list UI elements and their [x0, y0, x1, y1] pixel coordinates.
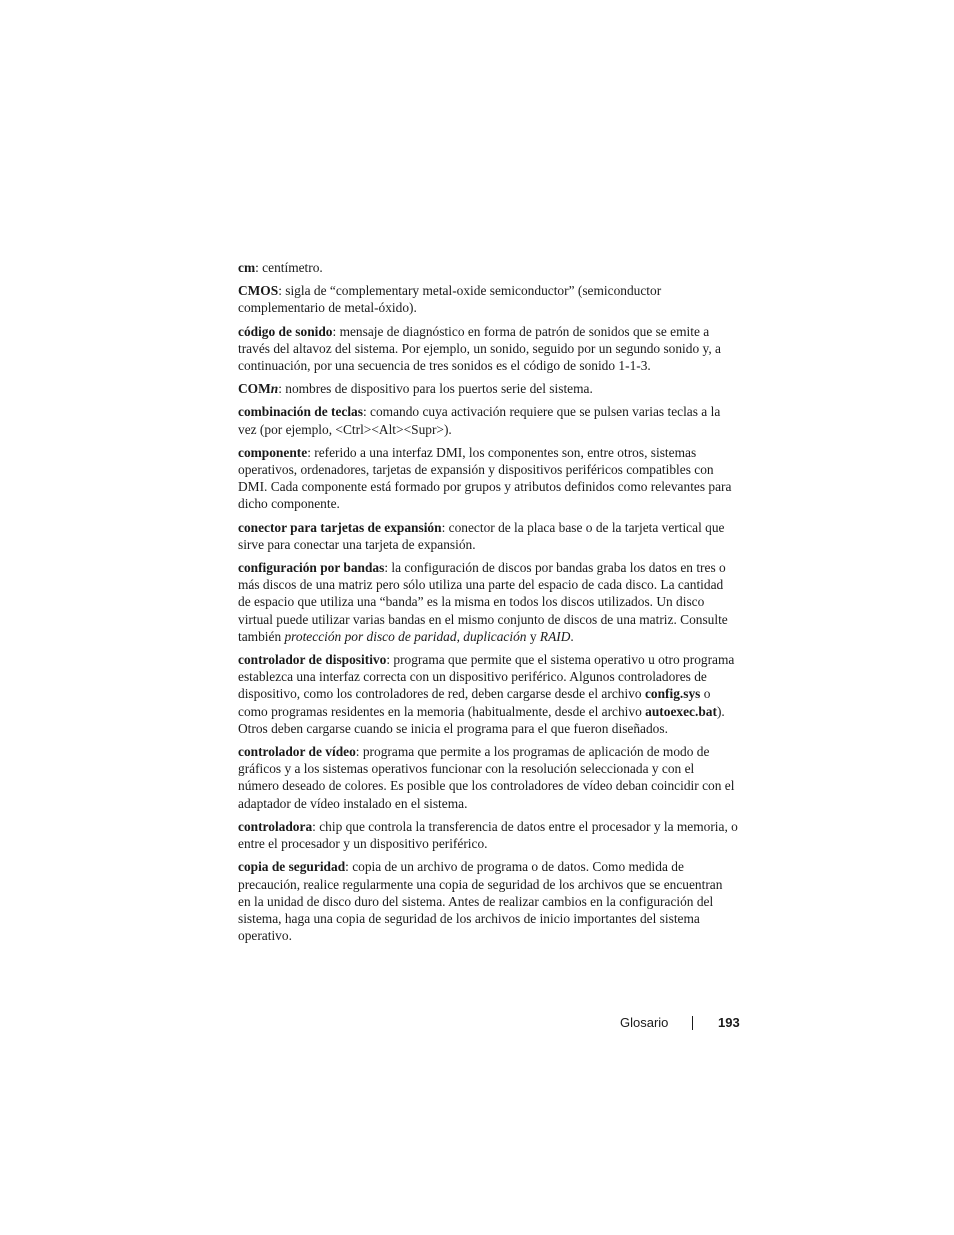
entry-controlador-de-dispositivo: controlador de dispositivo: programa que permite que el sistema operativo u otro programa establezca una interfaz correcta con un dispositivo periférico. Algunos controladores de dispositivo, como los controladores de red, deben cargarse desde el archivo config.sys o como programas residentes en la memoria (habitualmente, desde el archivo autoexec.bat). Otros deben cargarse cuando se inicia el programa para el que fueron diseñados.	[238, 652, 735, 736]
glossary-body	[238, 259, 738, 950]
entry-cm: cm: centímetro.	[238, 260, 323, 275]
footer-divider	[692, 1016, 693, 1030]
entry-componente: componente: referido a una interfaz DMI, los componentes son, entre otros, sistemas operativos, ordenadores, tarjetas de expansión y dispositivos periféricos compatibles con DMI. Cada componente está formado por grupos y atributos definidos como relevantes para dicho componente.	[238, 444, 732, 512]
entry-combinacion-de-teclas: combinación de teclas: comando cuya activación requiere que se pulsen varias teclas a la vez (por ejemplo, <Ctrl><Alt><Supr>).	[238, 404, 721, 437]
entry-configuracion-por-bandas: configuración por bandas: la configuración de discos por bandas graba los datos en tres o más discos de una matriz pero sólo utiliza una parte del espacio de cada disco. La cantidad de espacio que utiliza una “banda” es la misma en todos los discos utilizados. Un disco virtual puede utilizar varias bandas en el mismo conjunto de discos de una matriz. Consulte también protección por disco de paridad, duplicación y RAID.	[238, 560, 728, 644]
entry-cmos: CMOS: sigla de “complementary metal-oxide semiconductor” (semiconductor complementario de metal-óxido).	[238, 283, 662, 316]
entry-codigo-de-sonido: código de sonido: mensaje de diagnóstico en forma de patrón de sonidos que se emite a través del altavoz del sistema. Por ejemplo, un sonido, seguido por un segundo sonido y, a continuación, por una secuencia de tres sonidos es el código de sonido 1-1-3.	[238, 323, 721, 374]
entry-controlador-de-video: controlador de vídeo: programa que permite a los programas de aplicación de modo de gráficos y a los sistemas operativos funcionar con la resolución seleccionada y con el número deseado de colores. Es posible que los controladores de vídeo deban coincidir con el adaptador de vídeo instalado en el sistema.	[238, 744, 735, 811]
entry-conector-tarjetas-expansion: conector para tarjetas de expansión: conector de la placa base o de la tarjeta vertical que sirve para conectar una tarjeta de expansión.	[238, 519, 725, 552]
entry-controladora: controladora: chip que controla la transferencia de datos entre el procesador y la memoria, o entre el procesador y un dispositivo periférico.	[238, 818, 738, 852]
footer-section-label: Glosario	[620, 1015, 669, 1030]
entry-copia-de-seguridad: copia de seguridad: copia de un archivo de programa o de datos. Como medida de precaución, realice regularmente una copia de seguridad de los archivos que se encuentran en la unidad de disco duro del sistema. Antes de realizar cambios en la configuración del sistema, haga una copia de seguridad de los archivos de inicio importantes del sistema operativo.	[238, 859, 723, 944]
entry-com-n: COMn: nombres de dispositivo para los puertos serie del sistema.	[238, 381, 593, 397]
page-number: 193	[718, 1015, 740, 1030]
